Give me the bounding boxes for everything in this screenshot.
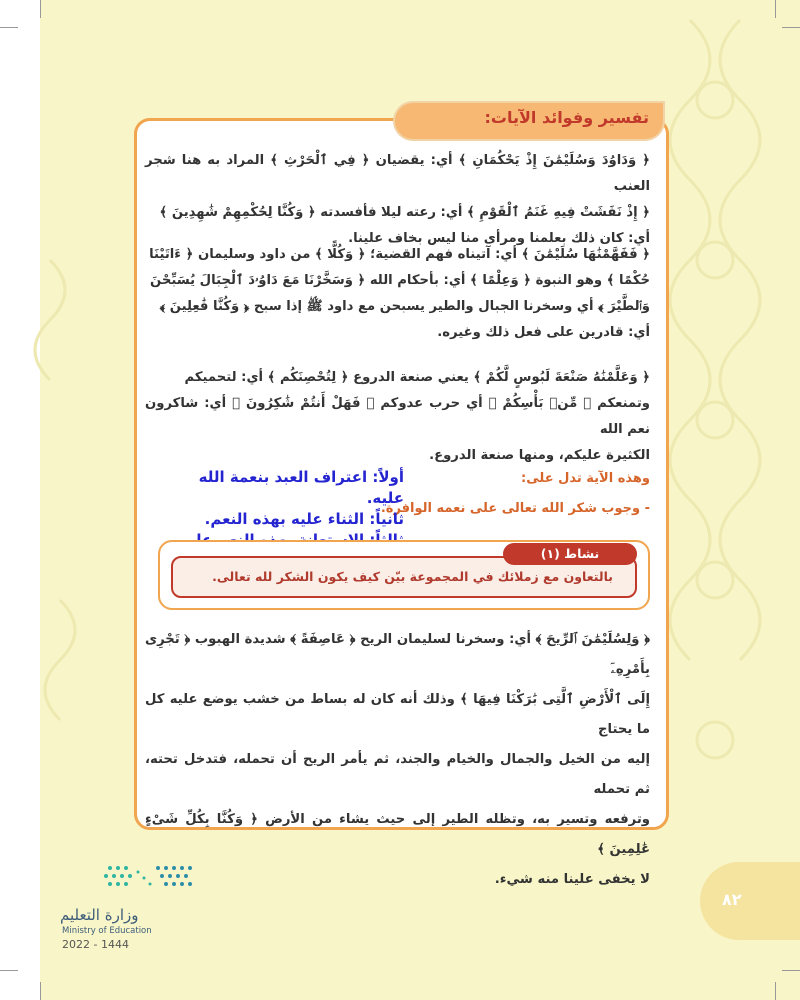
crop-mark <box>40 0 41 18</box>
crop-mark <box>775 0 776 18</box>
ministry-name-english: Ministry of Education <box>62 926 152 936</box>
text-line: ﴿ وَدَاوُدَ وَسُلَيْمَٰنَ إِذْ يَحْكُمَانِ ﴾ أي: يقضيان ﴿ فِي ٱلْحَرْثِ ﴾ المراد به هنا شجر العنب <box>145 153 650 194</box>
note-line: أولاً: اعتراف العبد بنعمة الله عليه. <box>198 468 404 507</box>
tafsir-paragraph-4 <box>145 625 650 895</box>
text-line: وترفعه وتسير به، وتظله الطير إلى حيث يشاء من الأرض ﴿ وَكُنَّا بِكُلِّ شَىْءٍ عَٰلِمِينَ ﴾ <box>145 812 650 857</box>
text-line: وتمنعكم ﴿ مِّنۢ بَأْسِكُمْ ﴾ أي حرب عدوكم ﴿ فَهَلْ أَنتُمْ شَٰكِرُونَ ﴾ أي: شاكرون نعم الله <box>145 396 650 437</box>
section-title: تفسير وفوائد الآيات: <box>484 108 649 127</box>
lesson-intro: وهذه الآية تدل على: <box>521 471 650 486</box>
text-line: لا يخفى علينا منه شيء. <box>494 872 650 887</box>
page-number-tab <box>700 862 800 940</box>
ministry-name-arabic: وزارة التعليم <box>60 906 139 924</box>
crop-mark <box>0 27 18 28</box>
text-line: ﴿ وَعَلَّمْنَٰهُ صَنْعَةَ لَبُوسٍ لَّكُمْ ﴾ يعني صنعة الدروع ﴿ لِتُحْصِنَكُم ﴾ أي: لتحميكم <box>184 370 650 385</box>
page-number: ٨٢ <box>722 890 742 909</box>
text-line: ﴿ فَفَهَّمْنَٰهَا سُلَيْمَٰنَ ﴾ أي: آتيناه فهم القضية؛ ﴿ وَكُلًّا ﴾ من داود وسليمان ﴿ ءَاتَيْنَا <box>149 247 650 262</box>
text-line: ﴿ إِذْ نَفَشَتْ فِيهِ غَنَمُ ٱلْقَوْمِ ﴾ أي: رعته ليلا فأفسدته ﴿ وَكُنَّا لِحُكْمِهِمْ شَٰهِدِينَ ﴾ <box>159 205 650 220</box>
text-line: إليه من الخيل والجمال والخيام والجند، ثم يأمر الريح أن تحمله، فتدخل تحته، ثم تحمله <box>145 752 650 797</box>
crop-mark <box>0 970 18 971</box>
text-line: الكثيرة عليكم، ومنها صنعة الدروع. <box>429 448 650 463</box>
text-line: إِلَى ٱلْأَرْضِ ٱلَّتِى بَٰرَكْنَا فِيهَا ﴾ وذلك أنه كان له بساط من خشب يوضع عليه كل ما يحتاج <box>145 692 650 737</box>
text-line: وَٱلطَّيْرَ ﴾ أي وسخرنا الجبال والطير يسبحن مع داود ﷺ إذا سبح ﴿ وَكُنَّا فَٰعِلِينَ ﴾ <box>159 299 650 314</box>
lesson-point: - وجوب شكر الله تعالى على نعمه الوافرة. <box>380 501 650 516</box>
tafsir-paragraph-2 <box>145 242 650 346</box>
text-line: أي: قادرين على فعل ذلك وغيره. <box>437 325 650 340</box>
crop-mark <box>782 970 800 971</box>
activity-badge: نشاط (١) <box>503 543 637 565</box>
ministry-logo-icon <box>60 860 210 900</box>
note-line: ثانياً: الثناء عليه بهذه النعم. <box>204 510 404 528</box>
tafsir-paragraph-3 <box>145 365 650 469</box>
text-line: أي: كان ذلك بعلمنا ومرأى منا ليس بخاف علينا. <box>348 231 650 246</box>
activity-text: بالتعاون مع زملائك في المجموعة بيّن كيف يكون الشكر لله تعالى. <box>212 569 613 584</box>
tafsir-paragraph-1 <box>145 148 650 252</box>
text-line: ﴿ وَلِسُلَيْمَٰنَ ٱلرِّيحَ ﴾ أي: وسخرنا لسليمان الريح ﴿ عَاصِفَةً ﴾ شديدة الهبوب ﴿ تَجْرِى بِأَمْرِهِۦٓ <box>145 632 650 677</box>
text-line: حُكْمًا ﴾ وهو النبوة ﴿ وَعِلْمًا ﴾ أي: بأحكام الله ﴿ وَسَخَّرْنَا مَعَ دَاوُۥدَ ٱلْجِبَالَ يُسَبِّحْنَ <box>149 273 650 288</box>
section-header <box>395 103 663 139</box>
ministry-logo <box>60 860 210 960</box>
academic-year: 2022 - 1444 <box>62 938 129 951</box>
crop-mark <box>782 27 800 28</box>
crop-mark <box>40 982 41 1000</box>
crop-mark <box>775 982 776 1000</box>
